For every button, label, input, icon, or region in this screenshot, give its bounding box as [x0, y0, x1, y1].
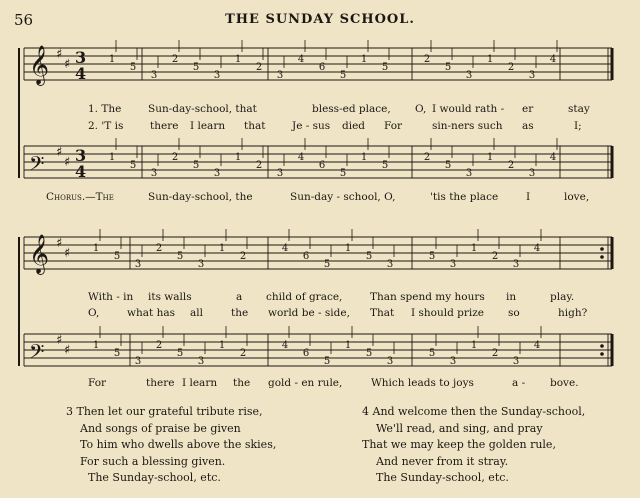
note-digit-icon: 2 [239, 251, 247, 262]
note-digit-icon: 6 [302, 348, 310, 359]
verse-line: The Sunday-school, etc. [376, 471, 509, 484]
note-digit-icon: 5 [381, 160, 389, 171]
lyric: what has [127, 307, 175, 319]
note-digit-icon: 6 [318, 62, 326, 73]
note-digit-icon: 1 [470, 243, 478, 254]
note-digit-icon: 4 [549, 54, 557, 65]
note-digit-icon: 5 [176, 348, 184, 359]
note-digit-icon: 3 [276, 168, 284, 179]
lyric: world be - side, [268, 307, 350, 319]
lyric: For [384, 120, 403, 132]
note-digit-icon: 5 [113, 348, 121, 359]
note-digit-icon: 2 [255, 62, 263, 73]
verse-line: 3 Then let our grateful tribute rise, [66, 405, 263, 418]
note-digit-icon: 3 [213, 70, 221, 81]
note-digit-icon: 3 [386, 259, 394, 270]
verse-line: We'll read, and sing, and pray [376, 421, 543, 435]
note-digit-icon: 3 [134, 356, 142, 367]
note-digit-icon: 2 [423, 54, 431, 65]
note-digit-icon: 2 [507, 160, 515, 171]
time-signature-icon: 3 [75, 48, 87, 67]
verse-line: 4 And welcome then the Sunday-school, [362, 405, 586, 418]
time-signature-icon: 4 [75, 64, 87, 83]
note-digit-icon: 5 [339, 70, 347, 81]
note-digit-icon: 3 [512, 259, 520, 270]
note-digit-icon: 1 [486, 152, 494, 163]
lyric: 1. The [88, 103, 122, 115]
lyric: so [508, 307, 520, 319]
lyric: O, [415, 103, 427, 115]
lyric: Sun-day-school, the [148, 191, 253, 203]
note-digit-icon: 5 [365, 348, 373, 359]
note-digit-icon: 2 [239, 348, 247, 359]
note-digit-icon: 5 [323, 259, 331, 270]
lyric: Sun-day - school, O, [290, 191, 396, 203]
lyric: For [88, 377, 107, 389]
note-digit-icon: 3 [213, 168, 221, 179]
note-digit-icon: 2 [507, 62, 515, 73]
lyric: I should prize [411, 307, 484, 319]
note-digit-icon: 6 [302, 251, 310, 262]
lyric: I; [574, 120, 582, 132]
note-digit-icon: 2 [491, 348, 499, 359]
verse-line: That we may keep the golden rule, [362, 438, 556, 451]
note-digit-icon: 5 [192, 62, 200, 73]
lyric: Than spend my hours [370, 291, 485, 303]
note-digit-icon: 3 [150, 70, 158, 81]
note-digit-icon: 5 [365, 251, 373, 262]
lyric: sin-ners such [432, 120, 503, 132]
note-digit-icon: 5 [113, 251, 121, 262]
note-digit-icon: 4 [549, 152, 557, 163]
note-digit-icon: 1 [486, 54, 494, 65]
lyric: Sun-day-school, that [148, 103, 257, 115]
note-digit-icon: 3 [197, 259, 205, 270]
note-digit-icon: 2 [491, 251, 499, 262]
lyric: in [506, 291, 517, 303]
sharp-icon: ♯ [64, 343, 71, 358]
repeat-dot-icon [600, 247, 604, 251]
note-digit-icon: 1 [470, 340, 478, 351]
repeat-dot-icon [600, 344, 604, 348]
lyric: its walls [148, 291, 192, 303]
note-digit-icon: 3 [465, 70, 473, 81]
lyric: er [522, 103, 534, 115]
note-digit-icon: 5 [339, 168, 347, 179]
lyric: the [233, 377, 251, 389]
note-digit-icon: 1 [108, 152, 116, 163]
lyric: that [244, 120, 266, 132]
note-digit-icon: 3 [134, 259, 142, 270]
note-digit-icon: 3 [449, 356, 457, 367]
sharp-icon: ♯ [56, 47, 63, 62]
treble-clef-icon: 𝄞 [29, 234, 50, 274]
verse-line: And songs of praise be given [80, 421, 241, 435]
lyric: Je - sus [292, 120, 331, 132]
note-digit-icon: 1 [234, 54, 242, 65]
note-digit-icon: 6 [318, 160, 326, 171]
note-digit-icon: 5 [129, 160, 137, 171]
note-digit-icon: 3 [150, 168, 158, 179]
lyric: child of grace, [266, 291, 343, 303]
bass-clef-icon: 𝄢 [29, 152, 45, 180]
sharp-icon: ♯ [56, 236, 63, 251]
note-digit-icon: 3 [386, 356, 394, 367]
sharp-icon: ♯ [64, 155, 71, 170]
note-digit-icon: 3 [276, 70, 284, 81]
note-digit-icon: 5 [381, 62, 389, 73]
note-digit-icon: 3 [528, 168, 536, 179]
note-digit-icon: 5 [192, 160, 200, 171]
lyric: gold - en rule, [268, 377, 343, 389]
page-number: 56 [14, 11, 34, 29]
note-digit-icon: 4 [533, 340, 541, 351]
note-digit-icon: 3 [449, 259, 457, 270]
lyric: all [190, 307, 203, 319]
lyric: I would rath - [432, 103, 505, 115]
lyric: O, [88, 307, 100, 319]
verse-line: And never from it stray. [376, 454, 509, 468]
lyric: Which leads to joys [371, 377, 474, 389]
note-digit-icon: 1 [92, 243, 100, 254]
treble-clef-icon: 𝄞 [29, 45, 50, 85]
lyric: a [236, 291, 243, 303]
note-digit-icon: 4 [281, 340, 289, 351]
lyric: With - in [88, 291, 134, 303]
verse-line: The Sunday-school, etc. [88, 471, 221, 484]
note-digit-icon: 2 [155, 340, 163, 351]
note-digit-icon: 2 [171, 152, 179, 163]
note-digit-icon: 5 [428, 251, 436, 262]
time-signature-icon: 3 [75, 146, 87, 165]
lyric: a - [512, 377, 526, 389]
note-digit-icon: 1 [360, 54, 368, 65]
lyric: Chorus.—The [46, 191, 114, 203]
lyric: there [146, 377, 175, 389]
sharp-icon: ♯ [56, 145, 63, 160]
note-digit-icon: 1 [344, 340, 352, 351]
note-digit-icon: 4 [297, 54, 305, 65]
note-digit-icon: 5 [428, 348, 436, 359]
note-digit-icon: 3 [197, 356, 205, 367]
repeat-dot-icon [600, 352, 604, 356]
time-signature-icon: 4 [75, 162, 87, 181]
note-digit-icon: 1 [108, 54, 116, 65]
lyric: play. [550, 291, 575, 303]
note-digit-icon: 1 [344, 243, 352, 254]
lyric: died [342, 120, 366, 132]
note-digit-icon: 1 [92, 340, 100, 351]
note-digit-icon: 5 [444, 62, 452, 73]
note-digit-icon: 4 [281, 243, 289, 254]
note-digit-icon: 4 [533, 243, 541, 254]
note-digit-icon: 3 [528, 70, 536, 81]
bass-clef-icon: 𝄢 [29, 340, 45, 368]
note-digit-icon: 5 [129, 62, 137, 73]
verse-4 [362, 404, 585, 487]
note-digit-icon: 4 [297, 152, 305, 163]
lyric: That [370, 307, 395, 319]
lyric: 'tis the place [430, 191, 499, 203]
lyric: high? [558, 307, 588, 319]
note-digit-icon: 2 [423, 152, 431, 163]
lyric: there [150, 120, 179, 132]
lyric: I learn [182, 377, 218, 389]
note-digit-icon: 1 [218, 243, 226, 254]
note-digit-icon: 5 [323, 356, 331, 367]
verse-line: To him who dwells above the skies, [80, 438, 277, 451]
note-digit-icon: 1 [360, 152, 368, 163]
lyric: as [522, 120, 534, 132]
note-digit-icon: 5 [176, 251, 184, 262]
note-digit-icon: 1 [218, 340, 226, 351]
lyric: bless-ed place, [312, 103, 391, 115]
lyric: I learn [190, 120, 226, 132]
verse-3 [66, 404, 276, 487]
lyric: bove. [550, 377, 579, 389]
lyric: 2. 'T is [88, 120, 124, 132]
repeat-dot-icon [600, 255, 604, 259]
note-digit-icon: 3 [512, 356, 520, 367]
note-digit-icon: 5 [444, 160, 452, 171]
sharp-icon: ♯ [64, 57, 71, 72]
note-digit-icon: 3 [465, 168, 473, 179]
page-title: THE SUNDAY SCHOOL. [225, 12, 415, 27]
lyric: stay [568, 103, 590, 115]
lyric: the [231, 307, 249, 319]
note-digit-icon: 2 [171, 54, 179, 65]
sharp-icon: ♯ [64, 246, 71, 261]
verse-line: For such a blessing given. [80, 454, 226, 468]
note-digit-icon: 1 [234, 152, 242, 163]
lyric: I [526, 191, 531, 203]
note-digit-icon: 2 [255, 160, 263, 171]
note-digit-icon: 2 [155, 243, 163, 254]
sharp-icon: ♯ [56, 333, 63, 348]
lyric: love, [564, 191, 590, 203]
